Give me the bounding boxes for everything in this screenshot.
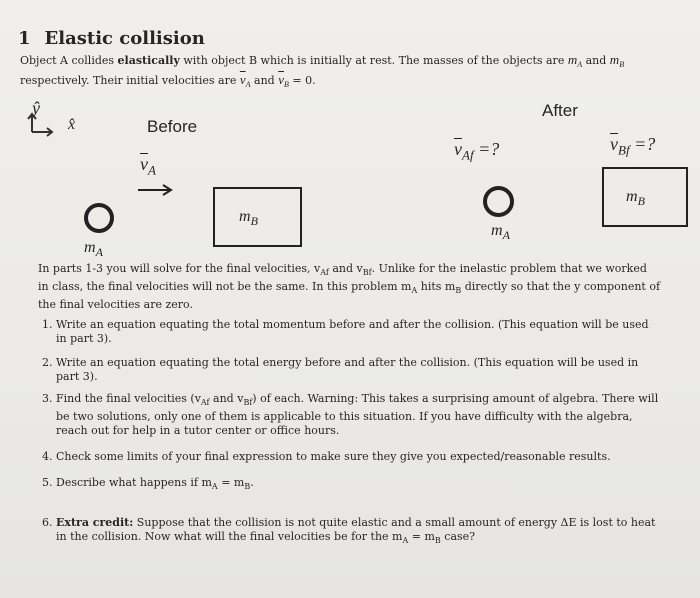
item-sub: A <box>402 536 409 546</box>
list-item <box>42 392 662 438</box>
object-a-after <box>483 186 514 217</box>
x-axis-label: x̂ <box>68 116 76 133</box>
velocity-af-label <box>454 139 499 164</box>
mass-b-before-label <box>239 208 258 229</box>
mass-b-symbol: m <box>609 52 620 67</box>
vaf-sub: Af <box>462 147 474 163</box>
item-number: 4. <box>42 450 53 464</box>
body-line1: In parts 1-3 you will solve for the final velocities, v <box>38 262 321 275</box>
item-text: Check some limits of your final expression to make sure they give you expected/reasonable results. <box>56 450 611 464</box>
body-sub3: A <box>411 286 418 296</box>
va-sub: A <box>148 162 156 178</box>
object-a-before <box>84 203 114 233</box>
mass-a-symbol: m <box>567 52 578 67</box>
body-line1-mid: and v <box>328 262 363 275</box>
vbf-v: $\overline{v}$ <box>610 134 618 154</box>
item-number: 2. <box>42 356 53 369</box>
item-sub: B <box>244 482 251 492</box>
list-item <box>42 450 662 464</box>
item-sub: A <box>211 482 218 492</box>
item-text: = m <box>408 530 435 544</box>
velocity-b-sub: B <box>284 80 289 90</box>
vaf-v: $\overline{v}$ <box>454 139 462 159</box>
va-v: $\overline{v}$ <box>140 154 148 174</box>
velocity-b-symbol: $\overline{v}$ <box>278 72 284 88</box>
body-line2-mid: hits m <box>417 280 456 294</box>
item-text: and v <box>209 392 244 405</box>
vbf-sub: Bf <box>618 142 630 158</box>
item-number: 3. <box>42 392 53 405</box>
body-sub2: Bf <box>362 268 372 278</box>
item-number: 5. <box>42 476 53 490</box>
body-line2: in class, the final velocities will not be the same. In this problem m <box>38 280 412 294</box>
ma-before-m: m <box>84 239 96 256</box>
intro-line2: respectively. Their initial velocities are <box>20 74 240 88</box>
item-text: Describe what happens if m <box>56 476 212 490</box>
body-sub1: Af <box>320 268 329 278</box>
section-heading <box>18 28 205 49</box>
item-sub: B <box>434 536 441 546</box>
velocity-a-sub: A <box>245 80 251 90</box>
item-text: Write an equation equating the total energy before and after the collision. (This equation will be used in part 3). <box>56 356 639 383</box>
mb-after-m: m <box>626 188 638 205</box>
mb-before-sub: B <box>250 214 258 229</box>
intro-bold: elastically <box>117 54 180 67</box>
object-b-after <box>602 167 688 227</box>
list-item <box>42 516 662 548</box>
list-item <box>42 318 662 346</box>
velocity-a-symbol: $\overline{v}$ <box>239 72 246 88</box>
item-sub: Bf <box>243 398 253 408</box>
mb-before-m: m <box>239 208 251 225</box>
body-sub4: B <box>455 286 462 296</box>
vaf-question: =? <box>473 139 500 159</box>
mass-b-after-label <box>626 188 645 209</box>
mass-a-sub: A <box>577 60 583 70</box>
after-label: After <box>542 101 578 120</box>
ma-after-sub: A <box>502 228 510 243</box>
body-line3: the final velocities are zero. <box>38 298 193 312</box>
mass-a-after-label <box>491 222 510 243</box>
object-b-before <box>213 187 302 247</box>
extra-credit-label: Extra credit: <box>56 516 134 530</box>
intro-line2-end: = 0. <box>288 74 316 88</box>
item-sub: Af <box>200 398 210 408</box>
intro-line2-and: and <box>250 74 279 88</box>
section-number: 1 <box>18 28 31 49</box>
item-text: = m <box>217 476 245 490</box>
item-text: Write an equation equating the total momentum before and after the collision. (This equation will be used in part 3). <box>56 318 649 345</box>
body-line1-end: . Unlike for the inelastic problem that we worked <box>371 262 647 275</box>
instructions-paragraph <box>38 262 668 312</box>
mass-a-before-label <box>84 239 103 260</box>
velocity-a-diagram-label <box>140 154 156 179</box>
item-number: 1. <box>42 318 53 331</box>
ma-after-m: m <box>491 222 503 239</box>
item-text: Find the final velocities (v <box>56 392 201 405</box>
vbf-question: =? <box>629 134 656 154</box>
y-axis-label: ŷ <box>32 98 40 118</box>
item-text: . <box>250 476 254 490</box>
ma-before-sub: A <box>95 245 103 260</box>
question-list <box>42 318 662 549</box>
item-text: case? <box>440 530 476 544</box>
velocity-bf-label <box>610 134 655 159</box>
velocity-arrow-icon <box>136 182 176 198</box>
list-item <box>42 356 662 384</box>
body-line2-end: directly so that the y component of <box>461 280 661 294</box>
intro-text-rest: with object B which is initially at rest. The masses of the objects are <box>179 54 568 67</box>
before-label: Before <box>147 117 198 136</box>
intro-text: Object A collides <box>20 54 118 67</box>
mass-b-sub: B <box>619 60 625 70</box>
mb-after-sub: B <box>637 194 645 209</box>
item-number: 6. <box>42 516 53 530</box>
section-title: Elastic collision <box>44 28 205 49</box>
list-item <box>42 476 662 494</box>
intro-paragraph <box>20 52 680 92</box>
intro-and: and <box>582 54 610 67</box>
item-text: Suppose that the collision is not quite elastic and a small amount of energy ΔE is lost to heat in the collision. Now what will the final velocities be for the m <box>56 516 656 544</box>
item-text: ) of each. Warning: This takes a surprising amount of algebra. There will be two solutions, only one of them is applicable to this situation. If you have difficulty with the algebra, reach out for help in a tutor center or office hours. <box>56 392 659 438</box>
